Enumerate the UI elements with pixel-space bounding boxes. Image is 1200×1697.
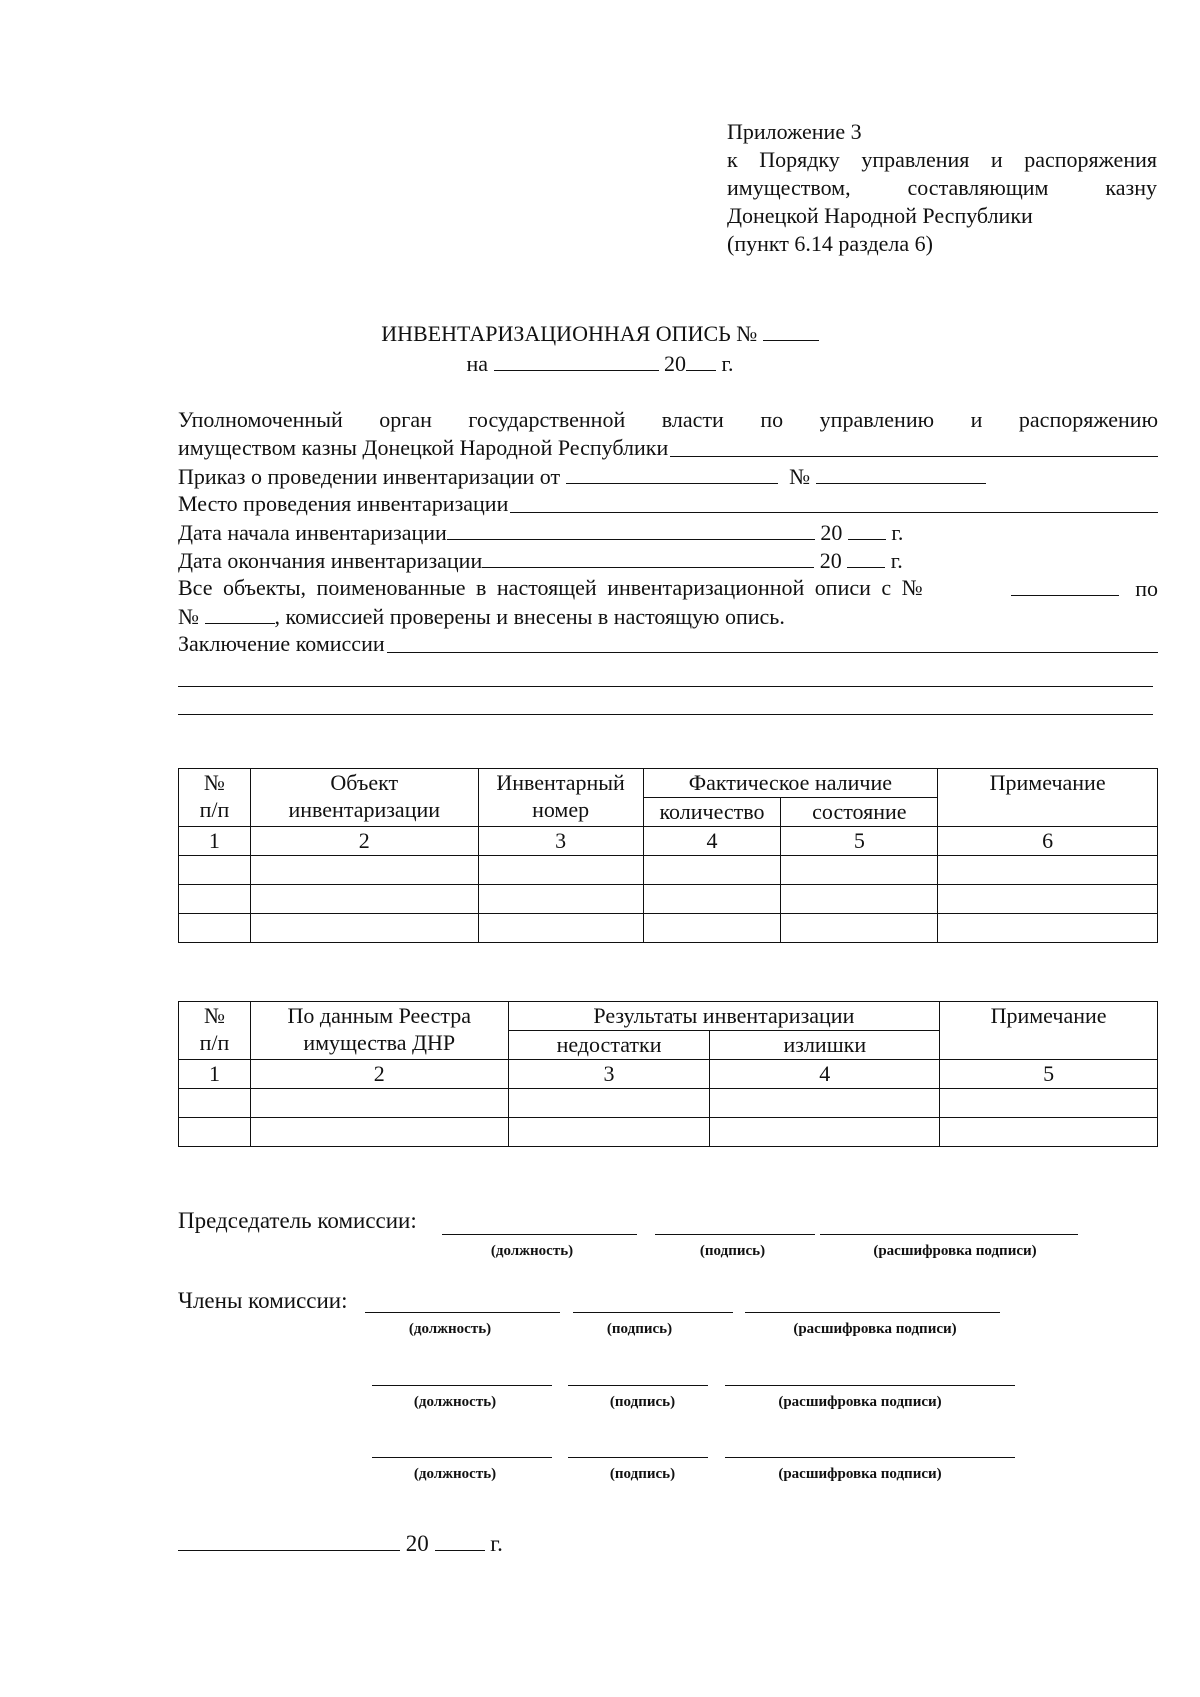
table-cell[interactable] (938, 914, 1158, 943)
table-cell[interactable] (940, 1118, 1158, 1147)
member2-position-caption: (должность) (413, 1394, 497, 1410)
table-cell[interactable] (643, 885, 781, 914)
order-number-blank[interactable] (816, 463, 986, 484)
objects-text-2: , комиссией проверены и внесены в настоящую опись. (274, 604, 785, 629)
t2-header-no: № п/п (179, 1002, 251, 1060)
member1-position-caption: (должность) (408, 1321, 492, 1337)
objects-to-label: по (1135, 576, 1158, 601)
table-cell[interactable] (508, 1118, 710, 1147)
member1-decode-caption: (расшифровка подписи) (793, 1321, 957, 1337)
t2-num-cell: 2 (250, 1060, 508, 1089)
member2-signature-caption: (подпись) (609, 1394, 676, 1410)
start-g-label: г. (891, 520, 904, 545)
appendix-line-1: Приложение 3 (727, 119, 862, 144)
table-cell[interactable] (938, 885, 1158, 914)
bottom-year-blank[interactable] (435, 1530, 485, 1551)
table-cell[interactable] (250, 856, 478, 885)
title-date-blank[interactable] (494, 350, 659, 371)
authority-line-1: Уполномоченный орган государственной власти по управлению и распоряжению (178, 407, 1158, 432)
order-date-blank[interactable] (566, 463, 778, 484)
t1-num-cell: 2 (250, 827, 478, 856)
table-cell[interactable] (250, 1118, 508, 1147)
table-row (179, 914, 1158, 943)
t2-header-surplus: излишки (710, 1031, 940, 1060)
t1-header-actual: Фактическое наличие (643, 769, 938, 798)
member2-signature-line[interactable] (568, 1384, 708, 1386)
member1-decode-line[interactable] (745, 1311, 1000, 1313)
member1-signature-line[interactable] (573, 1311, 733, 1313)
start-label: Дата начала инвентаризации (178, 520, 447, 545)
t2-num-cell: 5 (940, 1060, 1158, 1089)
end-date-blank[interactable] (482, 547, 814, 568)
table-row (179, 885, 1158, 914)
bottom-year-label: 20 (405, 1531, 429, 1556)
inventory-table (178, 768, 1158, 943)
order-label: Приказ о проведении инвентаризации от (178, 464, 561, 489)
conclusion-label: Заключение комиссии (178, 631, 385, 656)
t2-header-results: Результаты инвентаризации (508, 1002, 940, 1031)
table-cell[interactable] (179, 856, 251, 885)
place-row (178, 491, 1158, 517)
appendix-line-3: имуществом, составляющим казну (727, 175, 1157, 200)
member3-signature-line[interactable] (568, 1456, 708, 1458)
chair-label: Председатель комиссии: (178, 1208, 417, 1233)
table-cell[interactable] (250, 885, 478, 914)
end-g-label: г. (890, 548, 903, 573)
t1-num-cell: 6 (938, 827, 1158, 856)
conclusion-blank-3[interactable] (178, 713, 1153, 715)
chair-decode-line[interactable] (820, 1233, 1078, 1235)
place-label: Место проведения инвентаризации (178, 491, 509, 516)
members-label: Члены комиссии: (178, 1288, 348, 1313)
bottom-date-blank[interactable] (178, 1530, 400, 1551)
chair-decode-caption: (расшифровка подписи) (873, 1243, 1037, 1259)
place-blank[interactable] (510, 512, 1158, 513)
t2-num-cell: 1 (179, 1060, 251, 1089)
title-number-blank[interactable] (763, 320, 819, 341)
table-row (179, 856, 1158, 885)
authority-blank[interactable] (670, 456, 1158, 457)
table-cell[interactable] (179, 1118, 251, 1147)
document-title (0, 320, 1200, 347)
table-row (179, 1089, 1158, 1118)
table-cell[interactable] (478, 885, 643, 914)
start-year-blank[interactable] (848, 519, 886, 540)
title-year-label: 20 (664, 351, 686, 376)
table-cell[interactable] (250, 914, 478, 943)
t1-num-cell: 4 (643, 827, 781, 856)
chair-position-caption: (должность) (490, 1243, 574, 1259)
start-date-blank[interactable] (447, 519, 815, 540)
t2-num-cell: 4 (710, 1060, 940, 1089)
member1-position-line[interactable] (365, 1311, 560, 1313)
title-on-label: на (466, 351, 488, 376)
table-cell[interactable] (781, 914, 938, 943)
conclusion-row (178, 631, 1158, 657)
title-g-label: г. (721, 351, 734, 376)
order-row (178, 463, 1158, 490)
table-cell[interactable] (478, 914, 643, 943)
title-text: ИНВЕНТАРИЗАЦИОННАЯ ОПИСЬ № (381, 321, 758, 346)
table-cell[interactable] (250, 1089, 508, 1118)
chair-signature-caption: (подпись) (699, 1243, 766, 1259)
t2-header-registry: По данным Реестра имущества ДНР (250, 1002, 508, 1060)
table-cell[interactable] (781, 885, 938, 914)
t2-num-cell: 3 (508, 1060, 710, 1089)
t1-header-state: состояние (781, 798, 938, 827)
table-cell[interactable] (710, 1118, 940, 1147)
t1-num-cell: 3 (478, 827, 643, 856)
objects-text-1: Все объекты, поименованные в настоящей инвентаризационной описи с № (178, 575, 923, 600)
appendix-block (727, 118, 1157, 258)
title-date-row (0, 350, 1200, 377)
t2-header-note: Примечание (940, 1002, 1158, 1060)
appendix-line-4: Донецкой Народной Республики (727, 203, 1033, 228)
t2-header-shortage: недостатки (508, 1031, 710, 1060)
objects-to-blank[interactable] (205, 603, 275, 624)
table-cell[interactable] (781, 856, 938, 885)
t1-header-inventory-number: Инвентарный номер (478, 769, 643, 827)
t1-header-quantity: количество (643, 798, 781, 827)
objects-from-blank[interactable] (1011, 575, 1119, 596)
member2-decode-caption: (расшифровка подписи) (778, 1394, 942, 1410)
chair-position-line[interactable] (442, 1233, 637, 1235)
t1-header-no: № п/п (179, 769, 251, 827)
member3-position-caption: (должность) (413, 1466, 497, 1482)
chair-signature-line[interactable] (655, 1233, 815, 1235)
authority-label: имуществом казны Донецкой Народной Республики (178, 435, 669, 460)
member2-decode-line[interactable] (725, 1384, 1015, 1386)
order-no-label: № (789, 464, 811, 489)
start-date-row (178, 519, 1158, 546)
table-cell[interactable] (179, 914, 251, 943)
bottom-g-label: г. (490, 1531, 503, 1556)
table-cell[interactable] (179, 885, 251, 914)
t1-num-cell: 1 (179, 827, 251, 856)
member3-position-line[interactable] (372, 1456, 552, 1458)
objects-row-2 (178, 603, 1158, 630)
bottom-date-row (178, 1530, 503, 1557)
member1-signature-caption: (подпись) (606, 1321, 673, 1337)
table-cell[interactable] (179, 1089, 251, 1118)
table-row (179, 1118, 1158, 1147)
end-year-blank[interactable] (847, 547, 885, 568)
member3-signature-caption: (подпись) (609, 1466, 676, 1482)
table-cell[interactable] (938, 856, 1158, 885)
member3-decode-line[interactable] (725, 1456, 1015, 1458)
end-year-label: 20 (819, 548, 842, 573)
results-table (178, 1001, 1158, 1147)
conclusion-blank-2[interactable] (178, 685, 1153, 687)
objects-no-label: № (178, 604, 199, 629)
authority-line-2 (178, 435, 1158, 461)
conclusion-blank-1[interactable] (387, 652, 1158, 653)
start-year-label: 20 (820, 520, 843, 545)
table-cell[interactable] (508, 1089, 710, 1118)
end-date-row (178, 547, 1158, 574)
table-cell[interactable] (643, 856, 781, 885)
t1-header-object: Объект инвентаризации (250, 769, 478, 827)
table-cell[interactable] (940, 1089, 1158, 1118)
title-year-blank[interactable] (686, 350, 716, 371)
member2-position-line[interactable] (372, 1384, 552, 1386)
end-label: Дата окончания инвентаризации (178, 548, 483, 573)
table-cell[interactable] (710, 1089, 940, 1118)
objects-row-1 (178, 575, 1158, 602)
member3-decode-caption: (расшифровка подписи) (778, 1466, 942, 1482)
appendix-line-5: (пункт 6.14 раздела 6) (727, 231, 933, 256)
t1-header-note: Примечание (938, 769, 1158, 827)
t1-num-cell: 5 (781, 827, 938, 856)
appendix-line-2: к Порядку управления и распоряжения (727, 147, 1157, 172)
table-cell[interactable] (478, 856, 643, 885)
table-cell[interactable] (643, 914, 781, 943)
